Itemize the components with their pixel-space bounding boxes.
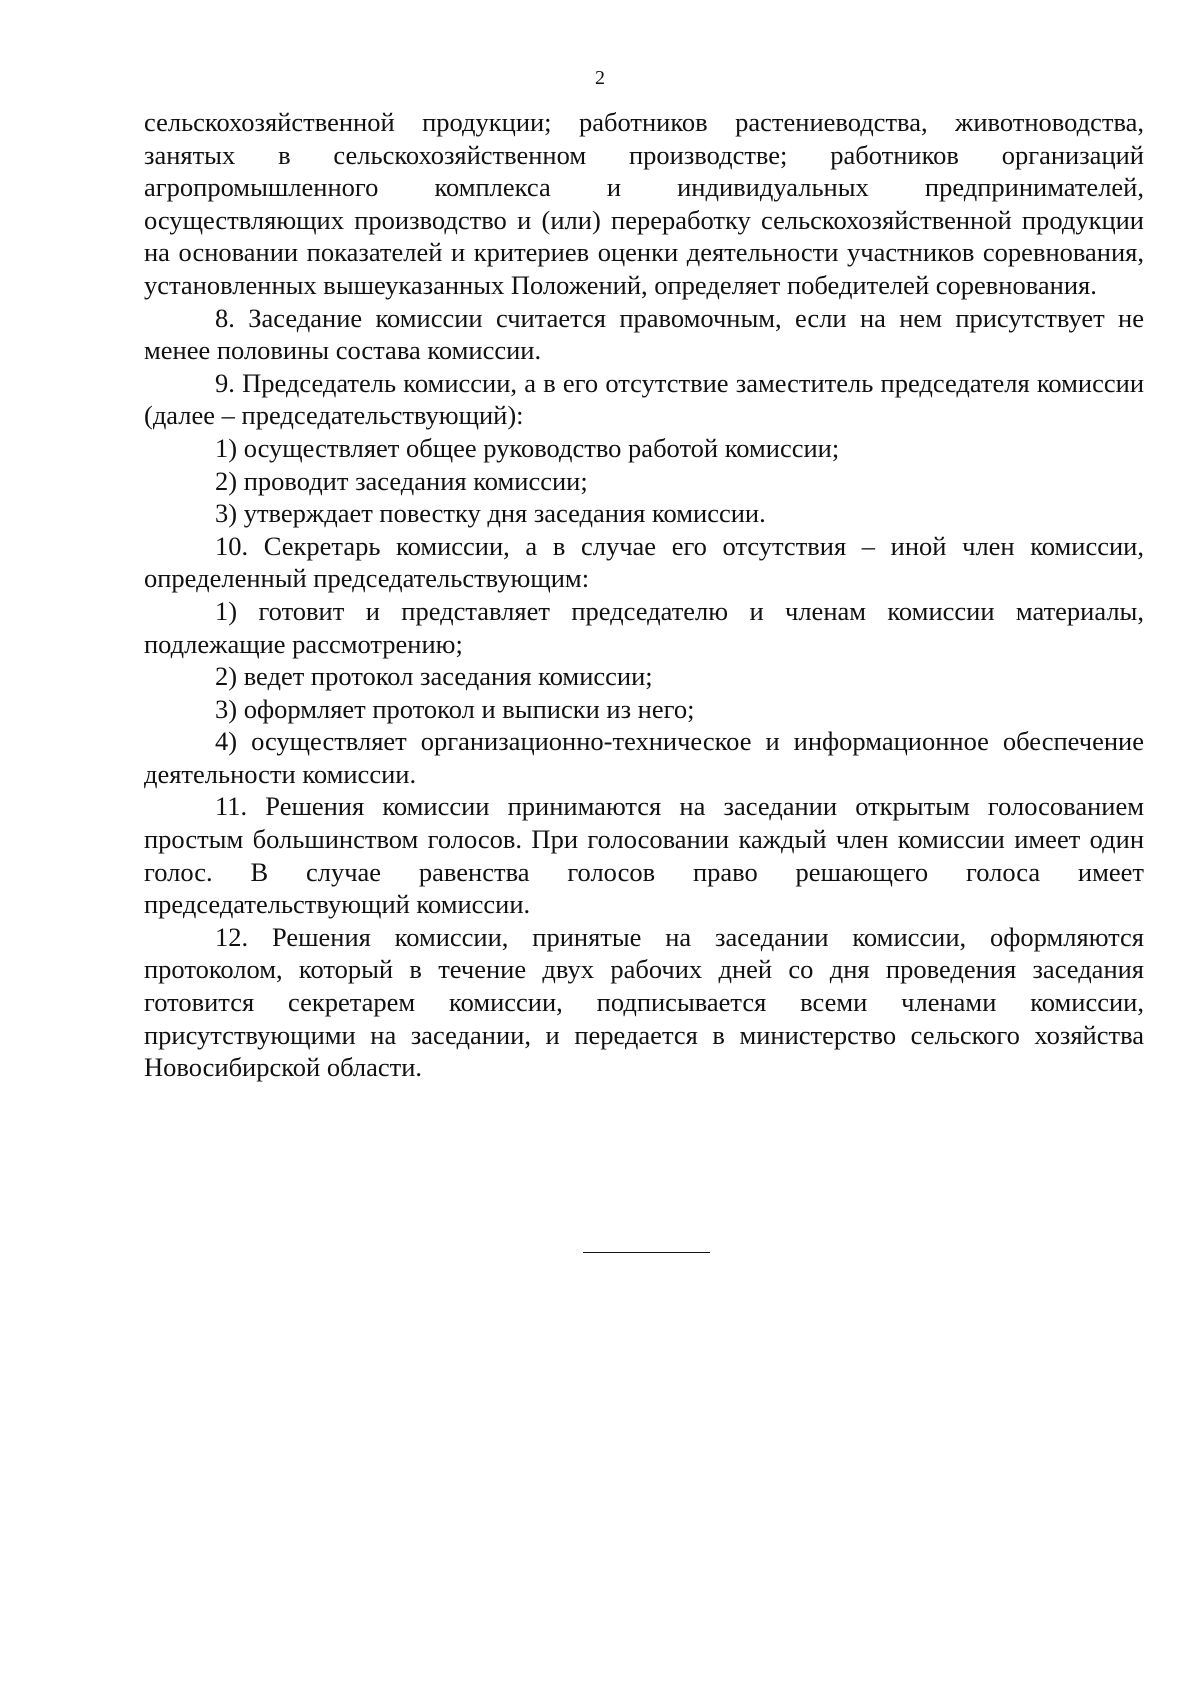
paragraph-item-10-1: 1) готовит и представляет председателю и членам комиссии материалы, подлежащие рассмотрению; <box>144 595 1144 659</box>
paragraph-item-10: 10. Секретарь комиссии, а в случае его отсутствия – иной член комиссии, определенный председательствующим: <box>144 530 1144 594</box>
paragraph-continuation: сельскохозяйственной продукции; работников растениеводства, животноводства, занятых в сельскохозяйственном производстве; работников организаций агропромышленного комплекса и индивидуальных предпринимателей, осуществляющих производство и (или) переработку сельскохозяйственной продукции на основании показателей и критериев оценки деятельности участников соревнования, установленных вышеуказанных Положений, определяет победителей соревнования. <box>144 107 1144 300</box>
document-body <box>144 106 1144 1084</box>
paragraph-item-9-3: 3) утверждает повестку дня заседания комиссии. <box>215 498 766 529</box>
paragraph-item-8: 8. Заседание комиссии считается правомочным, если на нем присутствует не менее половины состава комиссии. <box>144 302 1144 366</box>
paragraph-item-10-3: 3) оформляет протокол и выписки из него; <box>215 693 695 724</box>
paragraph-item-9-1: 1) осуществляет общее руководство работой комиссии; <box>215 432 840 463</box>
paragraph-item-12: 12. Решения комиссии, принятые на заседании комиссии, оформляются протоколом, который в течение двух рабочих дней со дня проведения заседания готовится секретарем комиссии, подписывается всеми членами комиссии, присутствующими на заседании, и передается в министерство сельского хозяйства Новосибирской области. <box>144 921 1144 1083</box>
paragraph-item-9: 9. Председатель комиссии, а в его отсутствие заместитель председателя комиссии (далее – председательствующий): <box>144 367 1144 431</box>
page-number: 2 <box>595 67 605 89</box>
paragraph-item-9-2: 2) проводит заседания комиссии; <box>215 465 588 496</box>
paragraph-item-10-2: 2) ведет протокол заседания комиссии; <box>215 661 653 692</box>
paragraph-item-10-4: 4) осуществляет организационно-техническое и информационное обеспечение деятельности комиссии. <box>144 726 1144 789</box>
end-of-document-rule <box>583 1252 710 1253</box>
paragraph-item-11: 11. Решения комиссии принимаются на заседании открытым голосованием простым большинством голосов. При голосовании каждый член комиссии имеет один голос. В случае равенства голосов право решающего голоса имеет председательствующий комиссии. <box>144 791 1144 920</box>
